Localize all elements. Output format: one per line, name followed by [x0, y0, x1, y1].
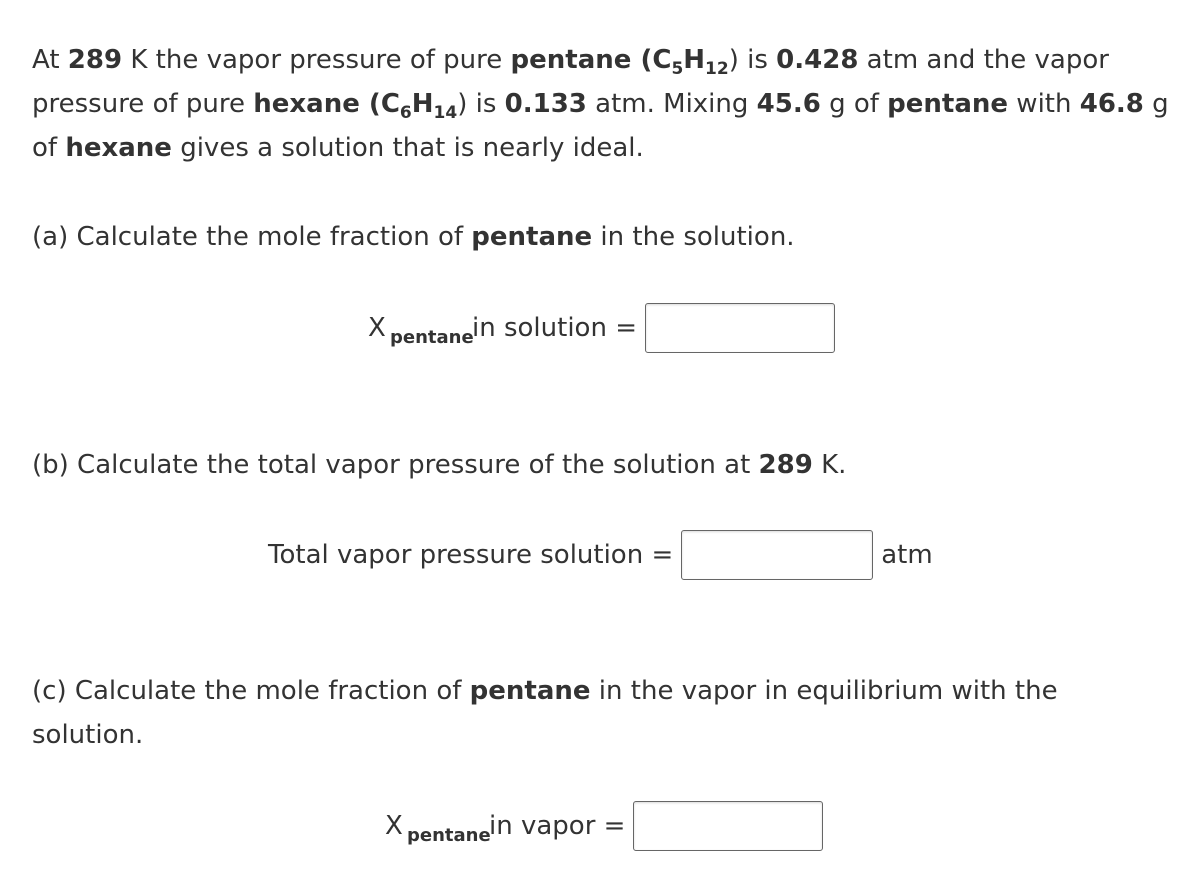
- part-b-unit: atm: [881, 540, 933, 570]
- part-b-label: Total vapor pressure solution =: [268, 540, 674, 570]
- mole-fraction-symbol: X pentane: [385, 811, 491, 846]
- part-c-equation: [385, 801, 823, 851]
- part-a-label: in solution =: [472, 313, 637, 343]
- hexane-pressure: 0.133: [504, 89, 587, 119]
- part-b-equation: [268, 530, 933, 580]
- part-a-answer-input[interactable]: [645, 303, 835, 353]
- part-c-label: in vapor =: [489, 811, 626, 841]
- pentane-pressure: 0.428: [776, 45, 859, 75]
- pentane-mass: 45.6: [756, 89, 821, 119]
- problem-statement: At 289 K the vapor pressure of pure pentane $(C_5H_{12})$ is 0.428 atm and the vapor pressure of pure hexane $(C_6H_{14})$ is 0.133 atm. Mixing 45.6 g of pentane with 46.8 g of hexane gives a solution that is nearly ideal.: [32, 45, 1169, 163]
- temperature-value: 289: [67, 45, 123, 75]
- part-b-answer-input[interactable]: [681, 530, 873, 580]
- part-a-question: (a) Calculate the mole fraction of pentane in the solution.: [32, 222, 795, 252]
- mole-fraction-symbol: X pentane: [368, 313, 474, 348]
- hexane-mass: 46.8: [1079, 89, 1144, 119]
- part-a-equation: [368, 303, 835, 353]
- part-b-question: (b) Calculate the total vapor pressure of the solution at 289 K.: [32, 450, 847, 480]
- part-c-question: (c) Calculate the mole fraction of pentane in the vapor in equilibrium with the solution.: [32, 676, 1058, 750]
- part-c-answer-input[interactable]: [633, 801, 823, 851]
